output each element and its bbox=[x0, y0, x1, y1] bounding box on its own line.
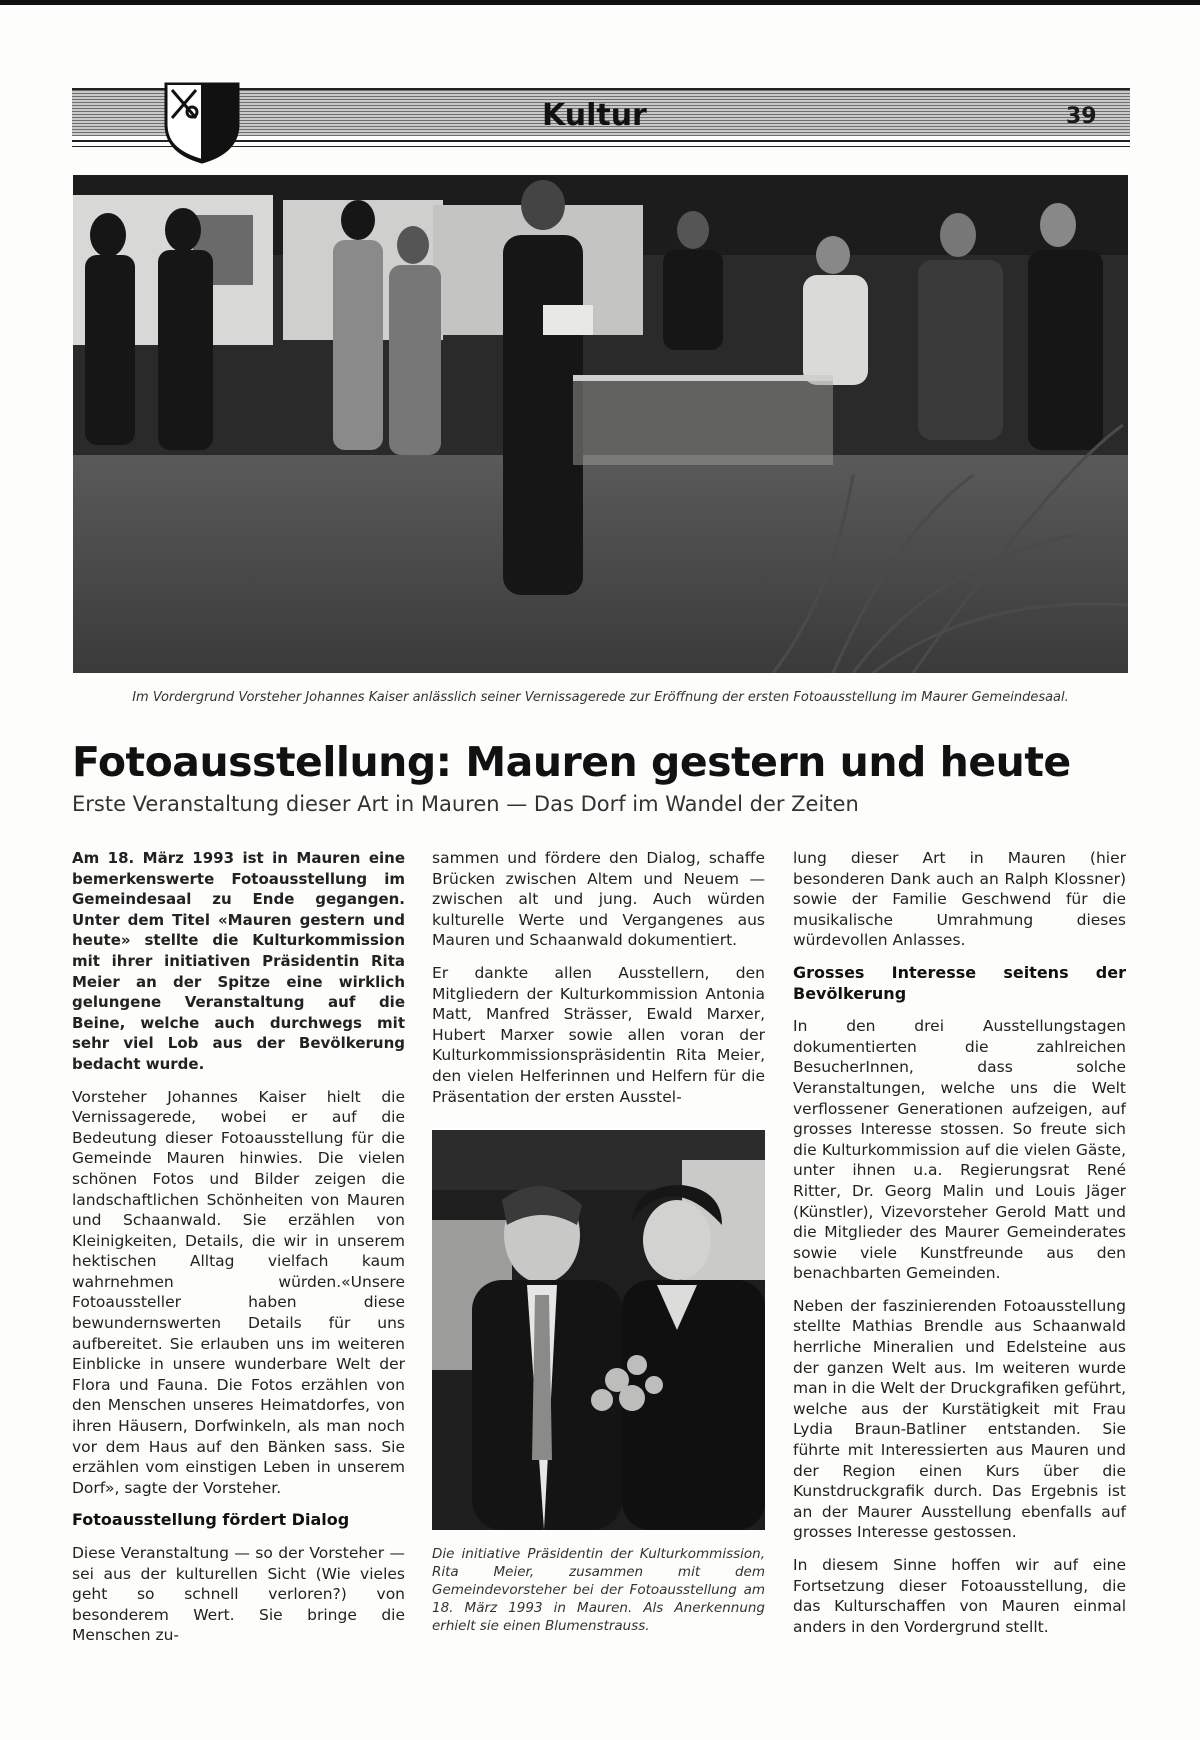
top-edge-line bbox=[0, 0, 1200, 5]
article-paragraph: Diese Veranstaltung — so der Vorsteher — sei aus der kulturellen Sicht (Wie vieles geht so schnell verloren?) von besonderem Wert. Sie bringe die Menschen zu- bbox=[72, 1544, 405, 1645]
photo-caption-vernissage: Im Vordergrund Vorsteher Johannes Kaiser anlässlich seiner Vernissagerede zur Eröffnung der ersten Fotoausstellung im Maurer Gemeindesaal. bbox=[132, 690, 1069, 705]
article-paragraph: Er dankte allen Ausstellern, den Mitgliedern der Kulturkommission Antonia Matt, Manfred Strässer, Ewald Marxer, Hubert Marxer sowie allen voran der Kulturkommissionspräsidentin Rita Meier, den vielen Helferinnen und Helfern für die Präsentation der ersten Ausstel- bbox=[432, 963, 765, 1106]
article-subhead-interest: Grosses Interesse seitens der Bevölkerung bbox=[793, 962, 1126, 1003]
article-subhead-dialog: Fotoausstellung fördert Dialog bbox=[72, 1510, 350, 1530]
article-paragraph: Vorsteher Johannes Kaiser hielt die Vernissagerede, wobei er auf die Bedeutung dieser Fotoausstellung für die Gemeinde Mauren hinwies. Die vielen schönen Fotos und Bilder zeigen die landschaftlichen Schönheiten von Mauren und Schaanwald. Sie erzählen von Kleinigkeiten, Details, die wir in unserem hektischen Alltag vielfach kaum wahrnehmen würden.«Unsere Fotoaussteller haben diese bewundernswerten Details für uns aufbereitet. Sie erlauben uns im weiteren Einblicke in unsere wunderbare Welt der Flora und Fauna. Die Fotos erzählen von den Menschen unseres Heimatdorfes, von ihren Häusern, Dorfwinkeln, als man noch vor dem Haus auf den Bänken sass. Sie erzählen vom einstigen Leben in unserem Dorf», sagte der Vorsteher. bbox=[72, 1087, 405, 1497]
article-paragraph: Neben der faszinierenden Fotoausstellung stellte Mathias Brendle aus Schaanwald herrliche Mineralien und Edelsteine aus der ganzen Welt aus. Im weiteren wurde man in die Welt der Druckgrafiken geführt, welche aus der Kurstätigkeit mit Frau Lydia Braun-Batliner entstanden. Sie führte mit Interessierten aus Mauren und der Region einen Kurs über die Kunstdruckgrafik durch. Das Ergebnis ist an der Maurer Ausstellung ebenfalls auf grosses Interesse gestossen. bbox=[793, 1296, 1126, 1542]
municipal-crest-icon bbox=[162, 80, 242, 164]
photo-caption-president: Die initiative Präsidentin der Kulturkommission, Rita Meier, zusammen mit dem Gemeindevorsteher bei der Fotoausstellung am 18. März 1993 in Mauren. Als Anerkennung erhielt sie einen Blumenstrauss. bbox=[432, 1546, 765, 1634]
article-paragraph: In den drei Ausstellungstagen dokumentierten die zahlreichen BesucherInnen, dass solche Veranstaltungen, welche uns die Welt verflossener Generationen aufzeigen, auf grosses Interesse stossen. So freute sich die Kulturkommission auf die vielen Gäste, unter ihnen u.a. Regierungsrat René Ritter, Dr. Georg Malin und Louis Jäger (Künstler), Vizevorsteher Gerold Matt und die Mitglieder des Maurer Gemeinderates sowie viele Kunstfreunde aus den benachbarten Gemeinden. bbox=[793, 1017, 1126, 1283]
article-paragraph: lung dieser Art in Mauren (hier besonderen Dank auch an Ralph Klossner) sowie der Familie Geschwend für die musikalische Umrahmung dieses würdevollen Anlasses. bbox=[793, 849, 1126, 950]
article-headline: Fotoausstellung: Mauren gestern und heute bbox=[72, 738, 1071, 786]
article-column-3 bbox=[793, 848, 1126, 1649]
article-subheadline: Erste Veranstaltung dieser Art in Mauren — Das Dorf im Wandel der Zeiten bbox=[72, 792, 859, 816]
article-paragraph: In diesem Sinne hoffen wir auf eine Fortsetzung dieser Fotoausstellung, die das Kulturschaffen von Mauren einmal anders in den Vordergrund stellt. bbox=[793, 1556, 1126, 1636]
article-paragraph: sammen und fördere den Dialog, schaffe Brücken zwischen Altem und Neuem — zwischen alt und jung. Auch würden kulturelle Werte und Vergangenes aus Mauren und Schaanwald dokumentiert. bbox=[432, 849, 765, 950]
page-number: 39 bbox=[1066, 104, 1097, 129]
article-lead: Am 18. März 1993 ist in Mauren eine bemerkenswerte Fotoausstellung im Gemeindesaal zu Ende gegangen. Unter dem Titel «Mauren gestern und heute» stellte die Kulturkommission mit ihrer initiativen Präsidentin Rita Meier an der Spitze eine wirklich gelungene Veranstaltung auf die Beine, welche auch durchwegs mit sehr viel Lob aus der Bevölkerung bedacht wurde. bbox=[72, 849, 405, 1073]
event-photo-vernissage bbox=[73, 175, 1128, 673]
page-header bbox=[72, 80, 1130, 156]
article-column-1 bbox=[72, 848, 405, 1658]
event-photo-president bbox=[432, 1130, 765, 1530]
article-column-2 bbox=[432, 848, 765, 1119]
section-title: Kultur bbox=[542, 98, 647, 133]
